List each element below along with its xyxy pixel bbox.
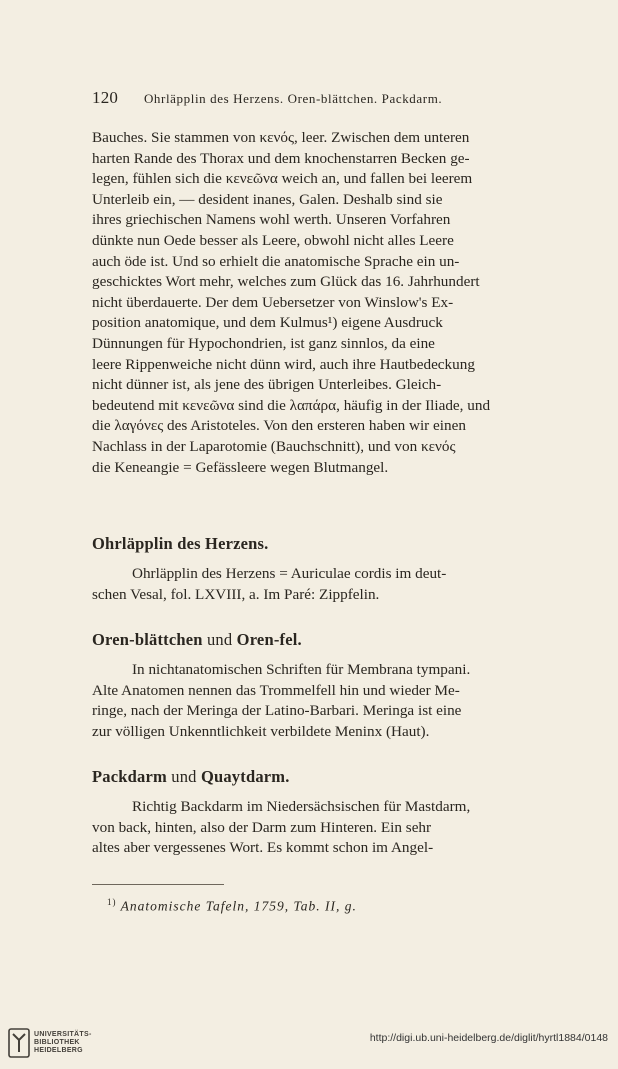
text-line: harten Rande des Thorax und dem knochenstarren Becken ge- (92, 149, 470, 167)
text-line: ihres griechischen Namens wohl werth. Unseren Vorfahren (92, 211, 451, 229)
source-url[interactable]: http://digi.ub.uni-heidelberg.de/diglit/hyrtl1884/0148 (369, 1032, 608, 1044)
text-line: von back, hinten, also der Darm zum Hinteren. Ein sehr (92, 818, 432, 836)
text-line: Dünnungen für Hypochondrien, ist ganz sinnlos, da eine (92, 334, 435, 352)
text-line: legen, fühlen sich die κενεῶνα weich an, und fallen bei leerem (92, 170, 473, 188)
running-header (92, 88, 522, 108)
section-heading-packdarm (92, 767, 570, 787)
text-line: position anatomique, und dem Kulmus¹) eigene Ausdruck (92, 314, 443, 332)
text-line: bedeutend mit κενεῶνα sind die λαπάρα, häufig in der Iliade, und (92, 396, 491, 414)
text-line: nicht dünner ist, als jene des übrigen Unterleibes. Gleich- (92, 376, 442, 394)
text-line: ringe, nach der Meringa der Latino-Barbari. Meringa ist eine (92, 702, 462, 720)
text-line: geschicktes Wort mehr, welches zum Glück das 16. Jahrhundert (92, 273, 480, 291)
text-line: schen Vesal, fol. LXVIII, a. Im Paré: Zippfelin. (92, 585, 380, 603)
heading-term-2: Quaytdarm. (200, 767, 290, 786)
footnote-divider (92, 884, 224, 885)
text-line: Nachlass in der Laparotomie (Bauchschnitt), und von κενός (92, 437, 456, 455)
library-name: UNIVERSITÄTS- BIBLIOTHEK HEIDELBERG (34, 1031, 92, 1054)
section-heading-oren-blaettchen (92, 630, 570, 650)
section-2-body (92, 564, 570, 605)
section-4-body (92, 797, 570, 859)
text-line: altes aber vergessenes Wort. Es kommt schon im Angel- (92, 839, 434, 857)
footnote-mark: 1) (107, 897, 117, 907)
text-line: auch öde ist. Und so erhielt die anatomische Sprache ein un- (92, 252, 460, 270)
page-number: 120 (92, 88, 119, 107)
heading-connector: und (166, 767, 201, 786)
text-line: dünkte nun Oede besser als Leere, obwohl nicht alles Leere (92, 231, 454, 249)
text-line: die λαγόνες des Aristoteles. Von den ersteren haben wir einen (92, 417, 466, 435)
text-line: leere Rippenweiche nicht dünn wird, auch ihre Hautbedeckung (92, 355, 475, 373)
text-line: nicht überdauerte. Der dem Uebersetzer von Winslow's Ex- (92, 293, 454, 311)
library-logo[interactable] (8, 1028, 92, 1058)
text-line: Ohrläpplin des Herzens = Auriculae cordis im deut- (132, 565, 447, 582)
section-heading-ohrlaepplin: Ohrläpplin des Herzens. (92, 534, 269, 553)
text-line: Unterleib ein, — desident inanes, Galen. Deshalb sind sie (92, 190, 443, 208)
section-1-body (92, 128, 570, 478)
section-3-body (92, 660, 570, 742)
text-line: Alte Anatomen nennen das Trommelfell hin und wieder Me- (92, 681, 460, 699)
heading-connector: und (202, 630, 237, 649)
text-line: die Keneangie = Gefässleere wegen Blutmangel. (92, 458, 389, 476)
heading-term-1: Packdarm (92, 767, 167, 786)
running-title: Ohrläpplin des Herzens. Oren-blättchen. Packdarm. (143, 91, 443, 106)
text-line: Bauches. Sie stammen von κενός, leer. Zwischen dem unteren (92, 129, 470, 146)
library-emblem-icon (8, 1028, 30, 1058)
text-line: Richtig Backdarm im Niedersächsischen für Mastdarm, (132, 798, 471, 815)
text-line: In nichtanatomischen Schriften für Membrana tympani. (132, 661, 471, 678)
heading-term-2: Oren-fel. (236, 630, 302, 649)
footnote (107, 897, 357, 915)
footnote-text: Anatomische Tafeln, 1759, Tab. II, g. (120, 898, 357, 914)
heading-term-1: Oren-blättchen (92, 630, 203, 649)
text-line: zur völligen Unkenntlichkeit verbildete Meninx (Haut). (92, 722, 430, 740)
